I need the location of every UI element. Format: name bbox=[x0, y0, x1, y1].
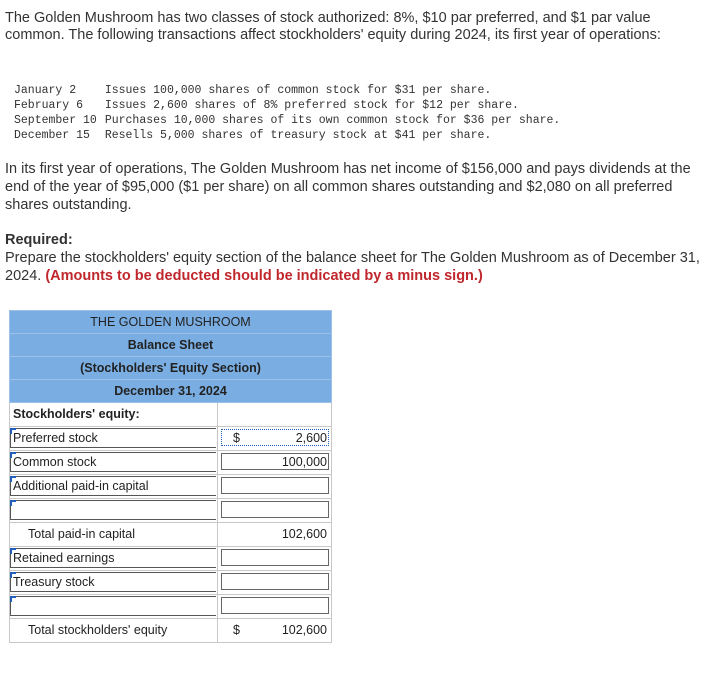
label-input-frame bbox=[10, 500, 216, 520]
intro-text: The Golden Mushroom has two classes of stock authorized: 8%, $10 par preferred, and $1 par value common. The following transactions affect stockholders' equity during 2024, its first year of operations: bbox=[5, 10, 661, 43]
blank-amount-field[interactable] bbox=[219, 499, 331, 522]
common-stock-row bbox=[9, 451, 332, 475]
treasury-stock-label-field[interactable] bbox=[10, 571, 218, 594]
transaction-text: Issues 2,600 shares of 8% preferred stock for $12 per share. bbox=[104, 99, 519, 112]
amount-input-frame bbox=[221, 477, 329, 494]
statement-title: Balance Sheet bbox=[9, 333, 332, 356]
required-note: (Amounts to be deducted should be indicated by a minus sign.) bbox=[45, 268, 483, 284]
section-header-row bbox=[9, 403, 332, 427]
common-stock-label-field[interactable] bbox=[10, 451, 218, 474]
statement-date: December 31, 2024 bbox=[9, 379, 332, 403]
blank-label-field[interactable] bbox=[10, 595, 218, 618]
transaction-row bbox=[14, 128, 568, 143]
total-stockholders-equity-label: Total stockholders' equity bbox=[10, 619, 218, 642]
preferred-stock-row bbox=[9, 427, 332, 451]
amount-input-frame bbox=[221, 501, 329, 518]
amount-input-frame bbox=[221, 573, 329, 590]
transaction-row bbox=[14, 113, 568, 128]
section-header-value bbox=[219, 403, 331, 426]
apic-label-field[interactable] bbox=[10, 475, 218, 498]
required-instruction: Prepare the stockholders' equity section of the balance sheet for The Golden Mushroom as of December 31, 2024. bbox=[5, 250, 700, 284]
transaction-text: Issues 100,000 shares of common stock for $31 per share. bbox=[104, 84, 492, 97]
dollar-sign: $ bbox=[233, 431, 240, 445]
treasury-stock-label: Treasury stock bbox=[13, 575, 95, 589]
dollar-sign: $ bbox=[233, 623, 240, 637]
total-stockholders-equity-value-cell bbox=[219, 619, 331, 642]
transaction-date: January 2 bbox=[14, 84, 77, 97]
apic-label: Additional paid-in capital bbox=[13, 479, 149, 493]
transactions-table bbox=[14, 83, 568, 143]
transaction-text: Resells 5,000 shares of treasury stock at $41 per share. bbox=[104, 129, 492, 142]
label-input-frame bbox=[10, 596, 216, 616]
transaction-date: December 15 bbox=[14, 129, 90, 142]
preferred-stock-amount-field[interactable] bbox=[219, 427, 331, 450]
preferred-stock-label: Preferred stock bbox=[13, 431, 98, 445]
transaction-date: September 10 bbox=[14, 114, 97, 127]
total-stockholders-equity-row bbox=[9, 619, 332, 643]
required-text bbox=[5, 249, 705, 285]
operations-paragraph: In its first year of operations, The Golden Mushroom has net income of $156,000 and pays dividends at the end of the year of $95,000 ($1 per share) on all common shares outstanding and $2,080 on all preferred shares outstanding. bbox=[5, 161, 691, 213]
total-paid-in-amount: 102,600 bbox=[281, 527, 327, 541]
company-name: THE GOLDEN MUSHROOM bbox=[9, 310, 332, 333]
transaction-row bbox=[14, 83, 568, 98]
section-title: (Stockholders' Equity Section) bbox=[9, 356, 332, 379]
retained-earnings-amount-field[interactable] bbox=[219, 547, 331, 570]
total-paid-in-label: Total paid-in capital bbox=[10, 523, 218, 546]
blank-label-field[interactable] bbox=[10, 499, 218, 522]
common-stock-amount-field[interactable] bbox=[219, 451, 331, 474]
amount-input-frame bbox=[221, 597, 329, 614]
blank-entry-row bbox=[9, 595, 332, 619]
total-stockholders-equity-amount: 102,600 bbox=[281, 623, 327, 637]
common-stock-label: Common stock bbox=[13, 455, 97, 469]
treasury-stock-row bbox=[9, 571, 332, 595]
transaction-date: February 6 bbox=[14, 99, 84, 112]
retained-earnings-label: Retained earnings bbox=[13, 551, 115, 565]
total-paid-in-row bbox=[9, 523, 332, 547]
transaction-row bbox=[14, 98, 568, 113]
amount-input-frame bbox=[221, 549, 329, 566]
preferred-stock-amount: 2,600 bbox=[295, 431, 327, 445]
apic-amount-field[interactable] bbox=[219, 475, 331, 498]
common-stock-amount: 100,000 bbox=[281, 455, 327, 469]
transaction-text: Purchases 10,000 shares of its own common stock for $36 per share. bbox=[104, 114, 561, 127]
stockholders-equity-worksheet bbox=[9, 310, 332, 643]
retained-earnings-label-field[interactable] bbox=[10, 547, 218, 570]
blank-amount-field[interactable] bbox=[219, 595, 331, 618]
preferred-stock-label-field[interactable] bbox=[10, 427, 218, 450]
blank-entry-row bbox=[9, 499, 332, 523]
treasury-stock-amount-field[interactable] bbox=[219, 571, 331, 594]
required-heading: Required: bbox=[5, 232, 73, 248]
apic-row bbox=[9, 475, 332, 499]
section-header-label: Stockholders' equity: bbox=[10, 403, 218, 426]
total-paid-in-value-cell bbox=[219, 523, 331, 546]
retained-earnings-row bbox=[9, 547, 332, 571]
